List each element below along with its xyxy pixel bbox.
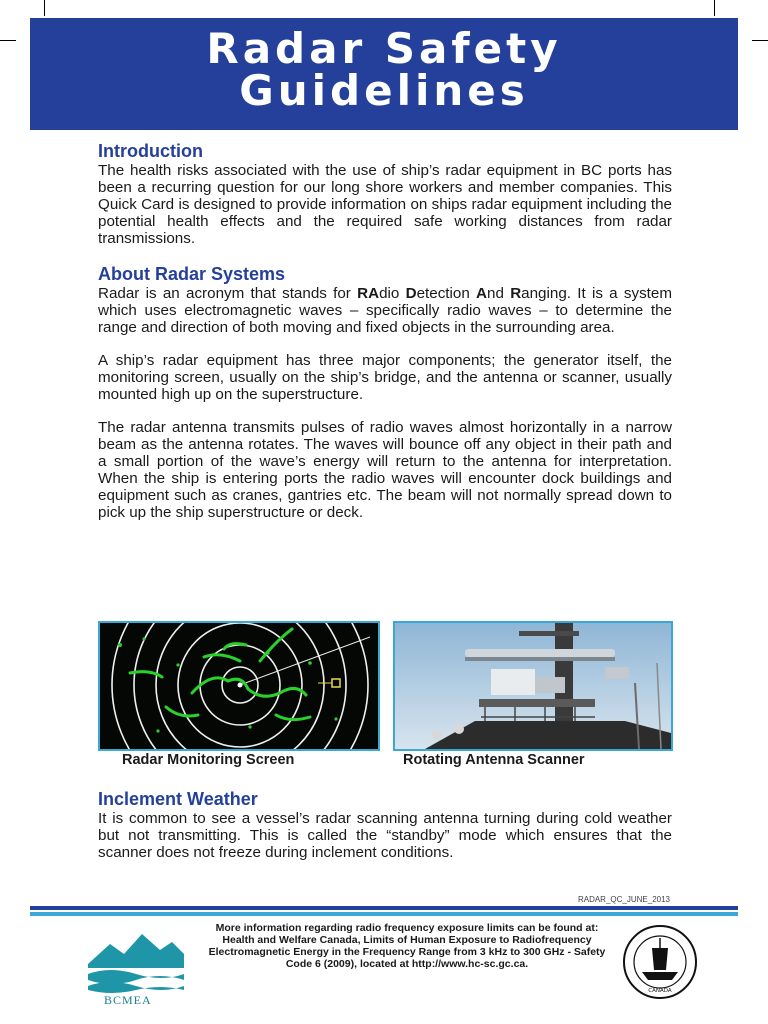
main-content [98, 140, 672, 521]
crop-mark [752, 40, 768, 41]
photo-row [98, 621, 672, 768]
acronym-bold-ra: RA [357, 285, 380, 302]
about-paragraph-1 [98, 285, 672, 336]
crop-mark [44, 0, 45, 16]
radar-screen-caption: Radar Monitoring Screen [122, 752, 295, 768]
acronym-rest-d: etection [416, 285, 477, 302]
union-seal-icon [622, 924, 698, 1000]
acronym-rest-a: nd [487, 285, 511, 302]
acronym-rest-r: anging. [521, 285, 571, 302]
acronym-bold-r: R [510, 285, 522, 302]
about-paragraph-3: The radar antenna transmits pulses of radio waves almost horizontally in a narrow beam as the antenna rotates. The waves will bounce off any object in their path and a small portion of the wave’s energy will return to the antenna for interpretation. When the ship is entering ports the radio waves will encounter dock buildings and equipment such as cranes, gantries etc. The beam will not normally spread down to pick up the ship superstructure or deck. [98, 419, 672, 521]
about-paragraph-2: A ship’s radar equipment has three major components; the generator itself, the monitoring screen, usually on the ship’s bridge, and the antenna or scanner, usually mounted high up on the superstructure. [98, 352, 672, 403]
footer-rule-cyan [30, 912, 738, 916]
about-heading: About Radar Systems [98, 264, 286, 284]
page-title-line2: Guidelines [239, 66, 529, 115]
bcmea-logo-text: BCMEA [104, 993, 152, 1007]
antenna-scanner-photo [393, 621, 673, 751]
weather-heading: Inclement Weather [98, 789, 258, 809]
acronym-bold-d: D [405, 285, 417, 302]
title-banner [30, 18, 738, 130]
weather-paragraph: It is common to see a vessel’s radar scanning antenna turning during cold weather but not transmitting. This is called the “standby” mode which ensures that the scanner does not freeze during inclement conditions. [98, 810, 672, 861]
document-code: RADAR_QC_JUNE_2013 [577, 895, 670, 904]
intro-paragraph: The health risks associated with the use of ship’s radar equipment in BC ports has been a recurring question for our long shore workers and member companies. This Quick Card is designed to provide information on ships radar equipment including the potential health effects and the required safe working distances from radar transmissions. [98, 162, 672, 247]
footer-note: More information regarding radio frequency exposure limits can be found at: Health and Welfare Canada, Limits of Human Exposure to Radiofrequency Electromagnetic Energy in the Frequency Range from 3 kHz to 300 GHz - Safety Code 6 (2009), located at http://www.hc-sc.gc.ca. [208, 922, 606, 970]
antenna-scanner-image [395, 623, 671, 749]
antenna-scanner-caption: Rotating Antenna Scanner [403, 752, 585, 768]
weather-section [98, 788, 672, 861]
seal-text: CANADA [648, 988, 672, 994]
acronym-rest-ra: dio [379, 285, 406, 302]
crop-mark [0, 40, 16, 41]
intro-heading: Introduction [98, 141, 203, 161]
page-title-line1: Radar Safety [206, 24, 562, 73]
about-paragraph-1-rest: It is a system which uses electromagnetic waves – specifically radio waves – to determine the range and direction of both moving and fixed objects in the surrounding area. [98, 285, 672, 336]
crop-mark [714, 0, 715, 16]
acronym-bold-a: A [476, 285, 488, 302]
radar-screen-image [100, 623, 378, 749]
acronym-lead: Radar is an acronym that stands for [98, 285, 358, 302]
radar-screen-photo [98, 621, 380, 751]
footer-rule-blue [30, 906, 738, 910]
